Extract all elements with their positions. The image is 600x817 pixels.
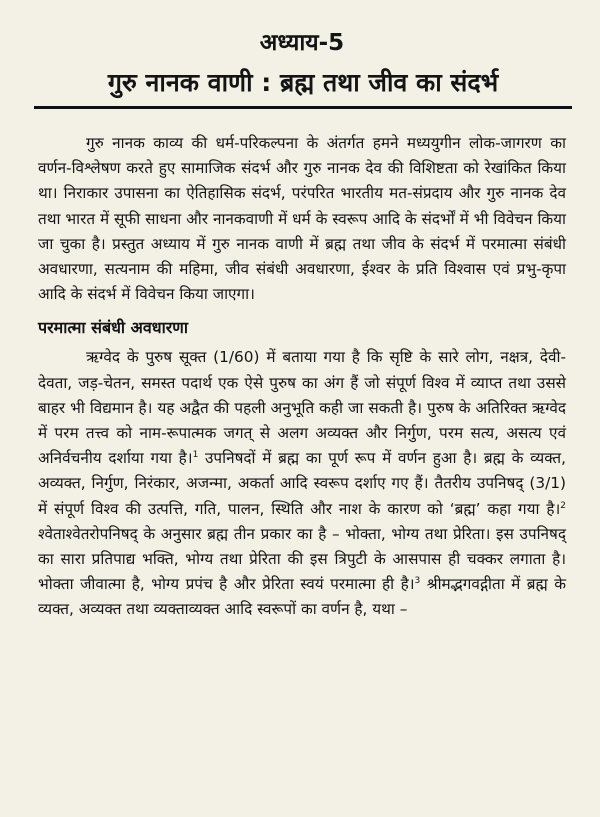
body-text-part-4: श्रीमद्भगवद्गीता में ब्रह्म के व्यक्त, अव्यक्त तथा व्यक्ताव्यक्त आदि स्वरूपों का वर्णन है, यथा –: [38, 575, 566, 619]
footnote-ref-2: 2: [560, 500, 566, 511]
chapter-title: गुरु नानक वाणी : ब्रह्म तथा जीव का संदर्भ: [34, 66, 572, 109]
body-paragraph: [38, 345, 566, 622]
chapter-number: अध्याय-5: [259, 30, 345, 56]
footnote-ref-3: 3: [414, 576, 421, 587]
footnote-ref-1: 1: [192, 450, 199, 461]
intro-paragraph: गुरु नानक काव्य की धर्म-परिकल्पना के अंतर्गत हमने मध्ययुगीन लोक-जागरण का वर्णन-विश्लेषण करते हुए सामाजिक संदर्भ और गुरु नानक देव की विशिष्टता को रेखांकित किया था। निराकार उपासना का ऐतिहासिक संदर्भ, परंपरित भारतीय मत-संप्रदाय और गुरु नानक देव तथा भारत में सूफी साधना और नानकवाणी में धर्म के स्वरूप आदि के संदर्भों में भी विवेचन किया जा चुका है। प्रस्तुत अध्याय में गुरु नानक वाणी में ब्रह्म तथा जीव के संदर्भ में परमात्मा संबंधी अवधारणा, सत्यनाम की महिमा, जीव संबंधी अवधारणा, ईश्वर के प्रति विश्वास एवं प्रभु-कृपा आदि के संदर्भ में विवेचन किया जाएगा।: [38, 134, 566, 304]
body-text-part-1: ऋग्वेद के पुरुष सूक्त (1/60) में बताया गया है कि सृष्टि के सारे लोग, नक्षत्र, देवी-देवता, जड़-चेतन, समस्त पदार्थ एक ऐसे पुरुष का अंग हैं जो संपूर्ण विश्व में व्याप्त तथा उससे बाहर भी विद्यमान है। यह अद्वैत की पहली अनुभूति कही जा सकती है। पुरुष के अतिरिक्त ऋग्वेद में परम तत्त्व को नाम-रूपात्मक जगत् से अलग अव्यक्त और निर्गुण, परम सत्य, असत्य एवं अनिर्वचनीय दर्शाया गया है।: [38, 348, 566, 468]
section-heading: परमात्मा संबंधी अवधारणा: [38, 318, 188, 338]
body-text-part-3: श्वेताश्वेतरोपनिषद् के अनुसार ब्रह्म तीन प्रकार का है – भोक्ता, भोग्य तथा प्रेरिता। इस उपनिषद् का सारा प्रतिपाद्य भक्ति, भोग्य तथा प्रेरिता की इस त्रिपुटी के आसपास ही चक्कर लगाता है। भोक्ता जीवात्मा है, भोग्य प्रपंच है और प्रेरिता स्वयं परमात्मा ही है।: [38, 524, 566, 594]
body-text-part-2: उपनिषदों में ब्रह्म का पूर्ण रूप में वर्णन हुआ है। ब्रह्म के व्यक्त, अव्यक्त, निर्गुण, निरंकार, अजन्मा, अकर्ता आदि स्वरूप दर्शाए गए हैं। तैतरीय उपनिषद् (3/1) में संपूर्ण विश्व की उत्पत्ति, गति, पालन, स्थिति और नाश के कारण को ‘ब्रह्म’ कहा गया है।: [38, 449, 566, 518]
